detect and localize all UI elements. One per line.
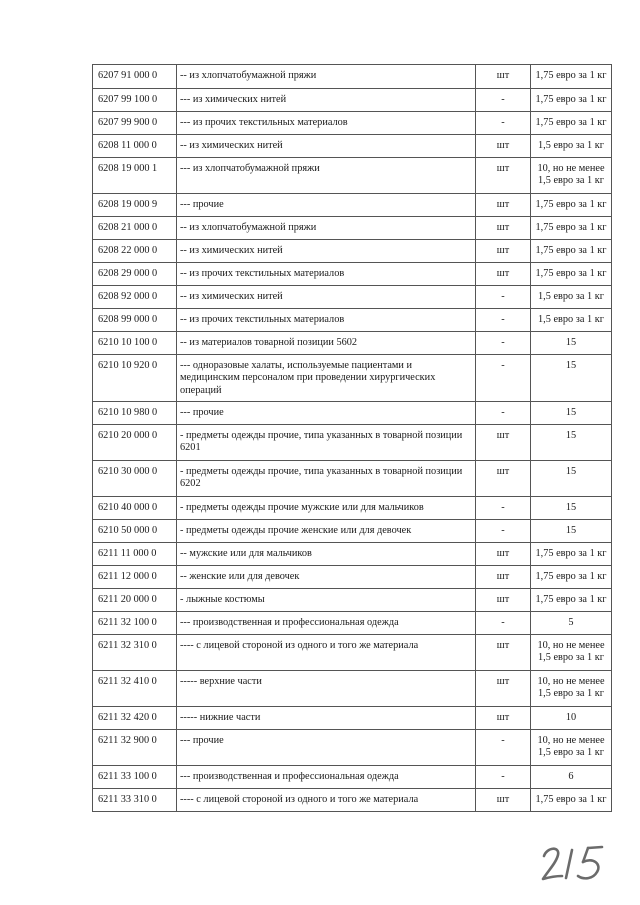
description-cell: ---- с лицевой стороной из одного и того же материала <box>177 789 476 812</box>
table-row <box>93 263 612 286</box>
table-row <box>93 65 612 89</box>
duty-rate-cell <box>531 332 612 355</box>
table-row <box>93 589 612 612</box>
duty-rate-cell <box>531 89 612 112</box>
commodity-code-cell: 6210 10 920 0 <box>93 355 177 402</box>
table-row <box>93 425 612 461</box>
commodity-code-cell: 6211 32 420 0 <box>93 707 177 730</box>
unit-cell: шт <box>476 589 531 612</box>
duty-rate-cell <box>531 286 612 309</box>
commodity-code-cell: 6208 21 000 0 <box>93 217 177 240</box>
description-cell: ----- верхние части <box>177 671 476 707</box>
table-row <box>93 158 612 194</box>
table-row <box>93 497 612 520</box>
duty-rate-line: 1,75 евро за 1 кг <box>535 268 607 279</box>
duty-rate-cell <box>531 135 612 158</box>
table-row <box>93 309 612 332</box>
duty-rate-cell <box>531 263 612 286</box>
unit-cell: - <box>476 112 531 135</box>
description-cell: --- одноразовые халаты, используемые пациентами и медицинским персоналом при проведении хирургических операций <box>177 355 476 402</box>
commodity-code-cell: 6208 99 000 0 <box>93 309 177 332</box>
duty-rate-cell <box>531 707 612 730</box>
unit-cell: - <box>476 309 531 332</box>
commodity-code-cell: 6207 99 900 0 <box>93 112 177 135</box>
duty-rate-line: 1,5 евро за 1 кг <box>538 175 604 187</box>
description-cell: --- из прочих текстильных материалов <box>177 112 476 135</box>
table-row <box>93 135 612 158</box>
duty-rate-line: 1,5 евро за 1 кг <box>538 688 604 700</box>
table-row <box>93 671 612 707</box>
duty-rate-line: 1,75 евро за 1 кг <box>535 117 607 128</box>
commodity-code-cell: 6207 91 000 0 <box>93 65 177 89</box>
duty-rate-cell <box>531 589 612 612</box>
commodity-code-cell: 6210 20 000 0 <box>93 425 177 461</box>
duty-rate-line: 15 <box>565 407 577 418</box>
duty-rate-line: 10, но не менее <box>537 640 605 651</box>
description-cell: --- производственная и профессиональная одежда <box>177 612 476 635</box>
table-row <box>93 612 612 635</box>
commodity-code-cell: 6208 11 000 0 <box>93 135 177 158</box>
unit-cell: - <box>476 402 531 425</box>
duty-rate-line: 1,5 евро за 1 кг <box>538 652 604 664</box>
description-cell: -- из химических нитей <box>177 135 476 158</box>
duty-rate-cell <box>531 65 612 89</box>
table-row <box>93 217 612 240</box>
description-cell: --- из хлопчатобумажной пряжи <box>177 158 476 194</box>
commodity-code-cell: 6210 50 000 0 <box>93 520 177 543</box>
commodity-code-cell: 6208 19 000 1 <box>93 158 177 194</box>
unit-cell: - <box>476 89 531 112</box>
unit-cell: шт <box>476 635 531 671</box>
duty-rate-line: 1,75 евро за 1 кг <box>535 571 607 582</box>
description-cell: -- из материалов товарной позиции 5602 <box>177 332 476 355</box>
unit-cell: шт <box>476 135 531 158</box>
tariff-table <box>92 64 612 812</box>
commodity-code-cell: 6211 33 310 0 <box>93 789 177 812</box>
unit-cell: шт <box>476 671 531 707</box>
duty-rate-line: 10, но не менее <box>537 676 605 687</box>
unit-cell: - <box>476 612 531 635</box>
commodity-code-cell: 6211 11 000 0 <box>93 543 177 566</box>
table-row <box>93 635 612 671</box>
duty-rate-line: 1,5 евро за 1 кг <box>538 314 604 325</box>
duty-rate-line: 1,5 евро за 1 кг <box>538 291 604 302</box>
table-row <box>93 112 612 135</box>
description-cell: --- прочие <box>177 730 476 766</box>
duty-rate-line: 10, но не менее <box>537 163 605 174</box>
unit-cell: шт <box>476 263 531 286</box>
table-row <box>93 543 612 566</box>
description-cell: - предметы одежды прочие женские или для девочек <box>177 520 476 543</box>
table-row <box>93 520 612 543</box>
duty-rate-cell <box>531 402 612 425</box>
table-row <box>93 355 612 402</box>
duty-rate-cell <box>531 461 612 497</box>
duty-rate-line: 6 <box>568 771 574 782</box>
unit-cell: - <box>476 355 531 402</box>
duty-rate-cell <box>531 766 612 789</box>
description-cell: - предметы одежды прочие, типа указанных в товарной позиции 6201 <box>177 425 476 461</box>
commodity-code-cell: 6211 32 900 0 <box>93 730 177 766</box>
description-cell: -- женские или для девочек <box>177 566 476 589</box>
duty-rate-cell <box>531 635 612 671</box>
duty-rate-line: 1,5 евро за 1 кг <box>538 140 604 151</box>
unit-cell: - <box>476 332 531 355</box>
description-cell: -- из хлопчатобумажной пряжи <box>177 217 476 240</box>
duty-rate-cell <box>531 112 612 135</box>
description-cell: -- из прочих текстильных материалов <box>177 309 476 332</box>
description-cell: -- из химических нитей <box>177 286 476 309</box>
commodity-code-cell: 6211 32 410 0 <box>93 671 177 707</box>
commodity-code-cell: 6210 40 000 0 <box>93 497 177 520</box>
duty-rate-line: 1,75 евро за 1 кг <box>535 70 607 81</box>
duty-rate-cell <box>531 520 612 543</box>
duty-rate-line: 15 <box>565 430 577 441</box>
duty-rate-line: 15 <box>565 502 577 513</box>
duty-rate-cell <box>531 497 612 520</box>
duty-rate-line: 5 <box>568 617 574 628</box>
unit-cell: шт <box>476 789 531 812</box>
description-cell: ----- нижние части <box>177 707 476 730</box>
duty-rate-cell <box>531 671 612 707</box>
table-row <box>93 194 612 217</box>
description-cell: -- из химических нитей <box>177 240 476 263</box>
table-row <box>93 789 612 812</box>
unit-cell: шт <box>476 707 531 730</box>
description-cell: - лыжные костюмы <box>177 589 476 612</box>
unit-cell: - <box>476 766 531 789</box>
unit-cell: - <box>476 286 531 309</box>
description-cell: --- прочие <box>177 402 476 425</box>
duty-rate-line: 15 <box>565 337 577 348</box>
unit-cell: - <box>476 520 531 543</box>
table-row <box>93 461 612 497</box>
commodity-code-cell: 6208 29 000 0 <box>93 263 177 286</box>
description-cell: - предметы одежды прочие мужские или для мальчиков <box>177 497 476 520</box>
duty-rate-line: 15 <box>565 466 577 477</box>
description-cell: --- из химических нитей <box>177 89 476 112</box>
unit-cell: - <box>476 730 531 766</box>
commodity-code-cell: 6208 19 000 9 <box>93 194 177 217</box>
unit-cell: шт <box>476 566 531 589</box>
commodity-code-cell: 6211 33 100 0 <box>93 766 177 789</box>
duty-rate-cell <box>531 566 612 589</box>
tariff-table-body <box>93 65 612 812</box>
unit-cell: шт <box>476 543 531 566</box>
duty-rate-cell <box>531 789 612 812</box>
table-row <box>93 402 612 425</box>
duty-rate-cell <box>531 543 612 566</box>
table-row <box>93 707 612 730</box>
unit-cell: шт <box>476 65 531 89</box>
duty-rate-line: 1,75 евро за 1 кг <box>535 222 607 233</box>
duty-rate-line: 1,75 евро за 1 кг <box>535 794 607 805</box>
duty-rate-cell <box>531 425 612 461</box>
commodity-code-cell: 6211 20 000 0 <box>93 589 177 612</box>
description-cell: -- из хлопчатобумажной пряжи <box>177 65 476 89</box>
commodity-code-cell: 6211 32 100 0 <box>93 612 177 635</box>
table-row <box>93 566 612 589</box>
duty-rate-line: 1,75 евро за 1 кг <box>535 199 607 210</box>
unit-cell: шт <box>476 240 531 263</box>
table-row <box>93 286 612 309</box>
duty-rate-cell <box>531 730 612 766</box>
commodity-code-cell: 6208 92 000 0 <box>93 286 177 309</box>
duty-rate-line: 1,5 евро за 1 кг <box>538 747 604 759</box>
duty-rate-line: 1,75 евро за 1 кг <box>535 94 607 105</box>
unit-cell: шт <box>476 425 531 461</box>
duty-rate-cell <box>531 194 612 217</box>
table-row <box>93 766 612 789</box>
duty-rate-cell <box>531 309 612 332</box>
description-cell: - предметы одежды прочие, типа указанных в товарной позиции 6202 <box>177 461 476 497</box>
duty-rate-cell <box>531 158 612 194</box>
duty-rate-cell <box>531 217 612 240</box>
unit-cell: шт <box>476 194 531 217</box>
unit-cell: шт <box>476 158 531 194</box>
duty-rate-line: 15 <box>565 525 577 536</box>
description-cell: -- мужские или для мальчиков <box>177 543 476 566</box>
unit-cell: шт <box>476 217 531 240</box>
commodity-code-cell: 6211 12 000 0 <box>93 566 177 589</box>
table-row <box>93 89 612 112</box>
description-cell: -- из прочих текстильных материалов <box>177 263 476 286</box>
commodity-code-cell: 6210 10 980 0 <box>93 402 177 425</box>
duty-rate-line: 1,75 евро за 1 кг <box>535 594 607 605</box>
table-row <box>93 240 612 263</box>
handwritten-page-number <box>538 838 608 888</box>
duty-rate-line: 1,75 евро за 1 кг <box>535 548 607 559</box>
commodity-code-cell: 6211 32 310 0 <box>93 635 177 671</box>
unit-cell: - <box>476 497 531 520</box>
duty-rate-line: 10, но не менее <box>537 735 605 746</box>
duty-rate-cell <box>531 240 612 263</box>
duty-rate-line: 10 <box>565 712 577 723</box>
table-row <box>93 730 612 766</box>
description-cell: --- производственная и профессиональная одежда <box>177 766 476 789</box>
unit-cell: шт <box>476 461 531 497</box>
description-cell: ---- с лицевой стороной из одного и того же материала <box>177 635 476 671</box>
table-row <box>93 332 612 355</box>
commodity-code-cell: 6210 10 100 0 <box>93 332 177 355</box>
duty-rate-cell <box>531 355 612 402</box>
duty-rate-line: 15 <box>565 360 577 371</box>
commodity-code-cell: 6207 99 100 0 <box>93 89 177 112</box>
description-cell: --- прочие <box>177 194 476 217</box>
duty-rate-line: 1,75 евро за 1 кг <box>535 245 607 256</box>
duty-rate-cell <box>531 612 612 635</box>
commodity-code-cell: 6210 30 000 0 <box>93 461 177 497</box>
commodity-code-cell: 6208 22 000 0 <box>93 240 177 263</box>
